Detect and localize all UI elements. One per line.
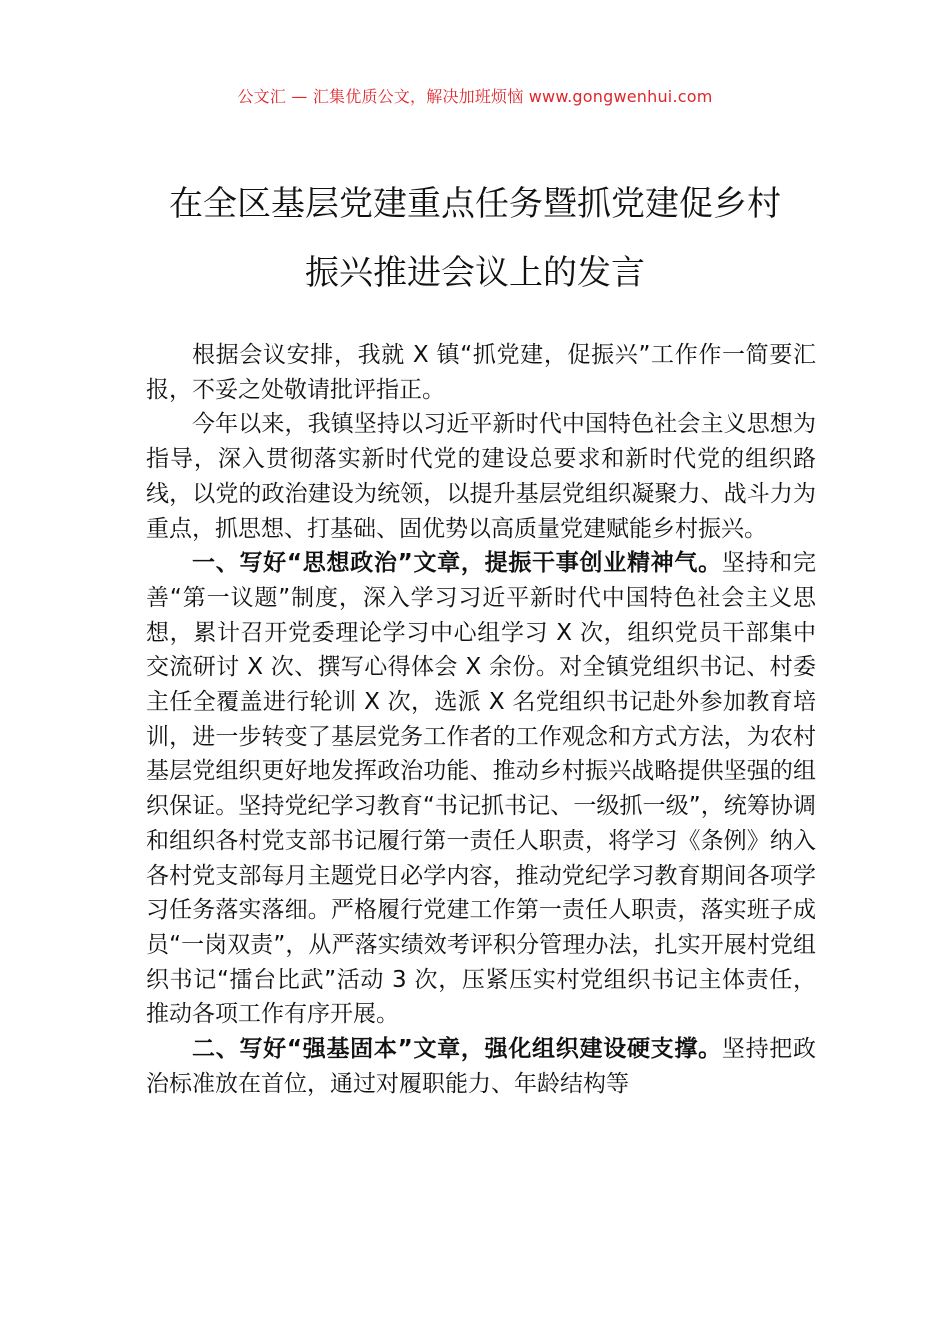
paragraph-text: 根据会议安排，我就 X 镇“抓党建，促振兴”工作作一简要汇报，不妥之处敬请批评指正。	[146, 342, 816, 403]
document-title-line-1: 在全区基层党建重点任务暨抓党建促乡村	[169, 184, 781, 224]
section-heading-1: 一、写好“思想政治”文章，提振干事创业精神气。	[192, 550, 722, 577]
paragraph-text: 坚持和完善“第一议题”制度，深入学习习近平新时代中国特色社会主义思想，累计召开党委理论学习中心组学习 X 次，组织党员干部集中交流研讨 X 次、撰写心得体会 X 余份。对全镇党组织书记、村委主任全覆盖进行轮训 X 次，选派 X 名党组织书记赴外参加教育培训，进一步转变了基层党务工作者的工作观念和方式方法，为农村基层党组织更好地发挥政治功能、推动乡村振兴战略提供坚强的组织保证。坚持党纪学习教育“书记抓书记、一级抓一级”，统筹协调和组织各村党支部书记履行第一责任人职责，将学习《条例》纳入各村党支部每月主题党日必学内容，推动党纪学习教育期间各项学习任务落实落细。严格履行党建工作第一责任人职责，落实班子成员“一岗双责”，从严落实绩效考评积分管理办法，扎实开展村党组织书记“擂台比武”活动 3 次，压紧压实村党组织书记主体责任，推动各项工作有序开展。	[146, 550, 817, 1028]
document-title-line-2: 振兴推进会议上的发言	[305, 253, 645, 293]
document-body	[146, 338, 816, 1101]
paragraph-text: 坚持把政治标准放在首位，通过对履职能力、年龄结构等	[146, 1036, 817, 1097]
paragraph-overview	[146, 407, 816, 546]
paragraph-intro	[146, 338, 816, 407]
section-heading-2: 二、写好“强基固本”文章，强化组织建设硬支撑。	[192, 1036, 722, 1063]
paragraph-section-1	[146, 546, 816, 1032]
paragraph-text: 今年以来，我镇坚持以习近平新时代中国特色社会主义思想为指导，深入贯彻落实新时代党的建设总要求和新时代党的组织路线，以党的政治建设为统领，以提升基层党组织凝聚力、战斗力为重点，抓思想、打基础、固优势以高质量党建赋能乡村振兴。	[146, 411, 816, 542]
header-banner: 公文汇 — 汇集优质公文，解决加班烦恼 www.gongwenhui.com	[237, 87, 713, 106]
paragraph-section-2	[146, 1032, 816, 1101]
